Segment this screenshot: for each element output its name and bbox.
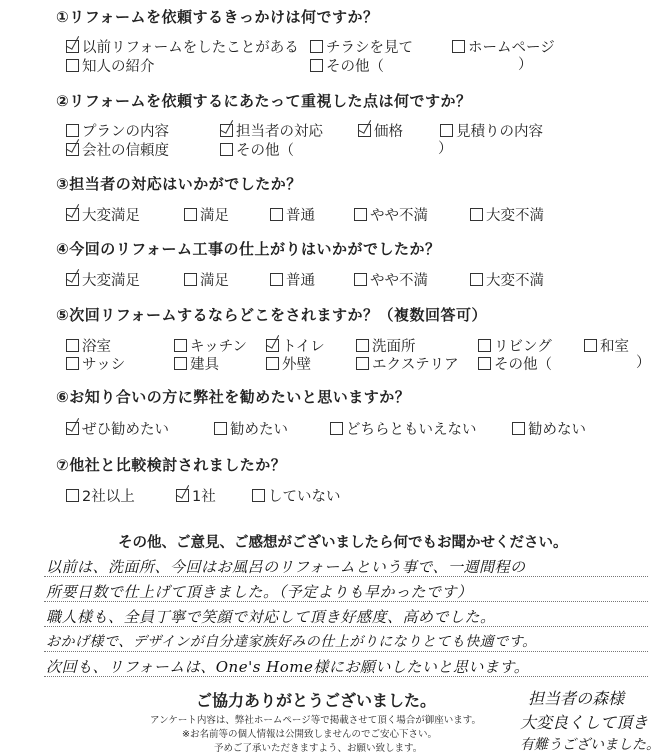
question-3-title: ③担当者の対応はいかがでしたか？ xyxy=(56,175,302,193)
q3-option-very-dissatisfied[interactable]: 大変不満 xyxy=(470,204,544,225)
q5-option-kitchen[interactable]: キッチン xyxy=(174,335,247,356)
q4-option-very-satisfied[interactable]: 大変満足 xyxy=(66,269,140,290)
checkbox[interactable] xyxy=(470,273,483,286)
q5-option-sash[interactable]: サッシ xyxy=(66,353,125,374)
comments-title: その他、ご意見、ご感想がございましたら何でもお聞かせください。 xyxy=(118,535,568,551)
question-4-title: ④今回のリフォーム工事の仕上がりはいかがでしたか？ xyxy=(56,240,441,258)
q2-option-trust[interactable]: 会社の信頼度 xyxy=(66,139,169,160)
q1-option-referral[interactable]: 知人の紹介 xyxy=(66,55,155,76)
checkbox-checked[interactable] xyxy=(66,273,79,286)
checkbox[interactable] xyxy=(478,339,491,352)
checkbox[interactable] xyxy=(66,489,79,502)
q3-option-very-satisfied[interactable]: 大変満足 xyxy=(66,204,140,225)
question-6-title: ⑥お知り合いの方に弊社を勧めたいと思いますか？ xyxy=(56,388,411,406)
checkbox[interactable] xyxy=(440,124,453,137)
question-2-title: ②リフォームを依頼するにあたって重視した点は何ですか？ xyxy=(56,92,472,110)
question-7-title: ⑦他社と比較検討されましたか？ xyxy=(56,456,287,474)
q6-option-definitely[interactable]: ぜひ勧めたい xyxy=(66,418,169,439)
q2-option-other[interactable]: その他（ xyxy=(220,139,294,160)
footer-note: アンケート内容は、弊社ホームページ等で掲載させて頂く場合が御座います。 xyxy=(150,715,481,726)
checkbox[interactable] xyxy=(184,208,197,221)
q2-option-staff[interactable]: 担当者の対応 xyxy=(220,120,323,141)
q1-option-homepage[interactable]: ホームページ xyxy=(452,36,555,57)
q2-other-close: ） xyxy=(438,141,453,157)
comment-line: 所要日数で仕上げて頂きました。（予定よりも早かったです） xyxy=(46,583,473,601)
checkbox[interactable] xyxy=(356,339,369,352)
comment-line: おかげ様で、デザインが自分達家族好みの仕上がりになりとても快適です。 xyxy=(46,634,537,650)
checkbox[interactable] xyxy=(356,357,369,370)
question-1-title: ①リフォームを依頼するきっかけは何ですか？ xyxy=(56,8,379,26)
q5-option-fittings[interactable]: 建具 xyxy=(174,353,219,374)
checkbox[interactable] xyxy=(310,40,323,53)
checkbox[interactable] xyxy=(512,422,525,435)
checkbox[interactable] xyxy=(584,339,597,352)
checkbox[interactable] xyxy=(184,273,197,286)
checkbox-checked[interactable] xyxy=(66,40,79,53)
checkbox-checked[interactable] xyxy=(176,489,189,502)
q5-other-close: ） xyxy=(636,355,651,371)
checkbox[interactable] xyxy=(354,273,367,286)
checkbox[interactable] xyxy=(270,273,283,286)
footer-note: ※お名前等の個人情報は公開致しませんのでご安心下さい。 xyxy=(182,729,437,740)
checkbox-checked[interactable] xyxy=(66,422,79,435)
checkbox[interactable] xyxy=(270,208,283,221)
comment-rule xyxy=(44,651,648,652)
q5-option-japanese-room[interactable]: 和室 xyxy=(584,335,629,356)
q1-option-flyer[interactable]: チラシを見て xyxy=(310,36,413,57)
checkbox[interactable] xyxy=(310,59,323,72)
checkbox[interactable] xyxy=(214,422,227,435)
checkbox[interactable] xyxy=(66,339,79,352)
q5-option-washroom[interactable]: 洗面所 xyxy=(356,335,416,356)
checkbox-checked[interactable] xyxy=(220,124,233,137)
q4-option-very-dissatisfied[interactable]: 大変不満 xyxy=(470,269,544,290)
q6-option-recommend[interactable]: 勧めたい xyxy=(214,418,288,439)
question-5-title: ⑤次回リフォームするならどこをされますか？（複数回答可） xyxy=(56,306,487,324)
q5-option-other[interactable]: その他（ xyxy=(478,353,552,374)
comment-line: 次回も、リフォームは、One's Home様にお願いしたいと思います。 xyxy=(46,658,530,676)
checkbox[interactable] xyxy=(220,143,233,156)
checkbox-checked[interactable] xyxy=(66,143,79,156)
checkbox[interactable] xyxy=(252,489,265,502)
checkbox-checked[interactable] xyxy=(358,124,371,137)
q5-option-toilet[interactable]: トイレ xyxy=(266,335,325,356)
checkbox[interactable] xyxy=(330,422,343,435)
q5-option-exterior-wall[interactable]: 外壁 xyxy=(266,353,311,374)
q4-option-normal[interactable]: 普通 xyxy=(270,269,315,290)
q1-option-previous[interactable]: 以前リフォームをしたことがある xyxy=(66,36,299,57)
q5-option-exterior[interactable]: エクステリア xyxy=(356,353,459,374)
thanks-message: ご協力ありがとうございました。 xyxy=(196,691,437,710)
q4-option-dissatisfied[interactable]: やや不満 xyxy=(354,269,428,290)
q7-option-one[interactable]: 1社 xyxy=(176,485,216,506)
q4-option-satisfied[interactable]: 満足 xyxy=(184,269,229,290)
q6-option-neither[interactable]: どちらともいえない xyxy=(330,418,477,439)
q5-option-bathroom[interactable]: 浴室 xyxy=(66,335,111,356)
comment-line: 職人様も、全員丁寧で笑顔で対応して頂き好感度、高めでした。 xyxy=(46,608,496,626)
checkbox[interactable] xyxy=(174,339,187,352)
q2-option-plan[interactable]: プランの内容 xyxy=(66,120,169,141)
checkbox-checked[interactable] xyxy=(266,339,279,352)
q1-other-close: ） xyxy=(518,57,533,73)
checkbox[interactable] xyxy=(66,357,79,370)
checkbox[interactable] xyxy=(478,357,491,370)
handwritten-note: 担当者の森様 xyxy=(528,689,625,708)
q1-option-other[interactable]: その他（ xyxy=(310,55,384,76)
checkbox[interactable] xyxy=(66,59,79,72)
q3-option-normal[interactable]: 普通 xyxy=(270,204,315,225)
q5-option-living[interactable]: リビング xyxy=(478,335,552,356)
comment-line: 以前は、洗面所、今回はお風呂のリフォームという事で、一週間程の xyxy=(46,558,526,576)
checkbox[interactable] xyxy=(174,357,187,370)
q2-option-price[interactable]: 価格 xyxy=(358,120,403,141)
q6-option-not-recommend[interactable]: 勧めない xyxy=(512,418,586,439)
q3-option-satisfied[interactable]: 満足 xyxy=(184,204,229,225)
q7-option-none[interactable]: していない xyxy=(252,485,341,506)
handwritten-note: 有難うございました。 xyxy=(520,737,660,753)
checkbox[interactable] xyxy=(354,208,367,221)
checkbox[interactable] xyxy=(470,208,483,221)
checkbox-checked[interactable] xyxy=(66,208,79,221)
q7-option-two-or-more[interactable]: 2社以上 xyxy=(66,485,135,506)
q3-option-dissatisfied[interactable]: やや不満 xyxy=(354,204,428,225)
footer-note: 予めご了承いただきますよう、お願い致します。 xyxy=(214,743,423,754)
checkbox[interactable] xyxy=(452,40,465,53)
checkbox[interactable] xyxy=(266,357,279,370)
q2-option-estimate[interactable]: 見積りの内容 xyxy=(440,120,543,141)
handwritten-note: 大変良くして頂き xyxy=(520,713,649,732)
